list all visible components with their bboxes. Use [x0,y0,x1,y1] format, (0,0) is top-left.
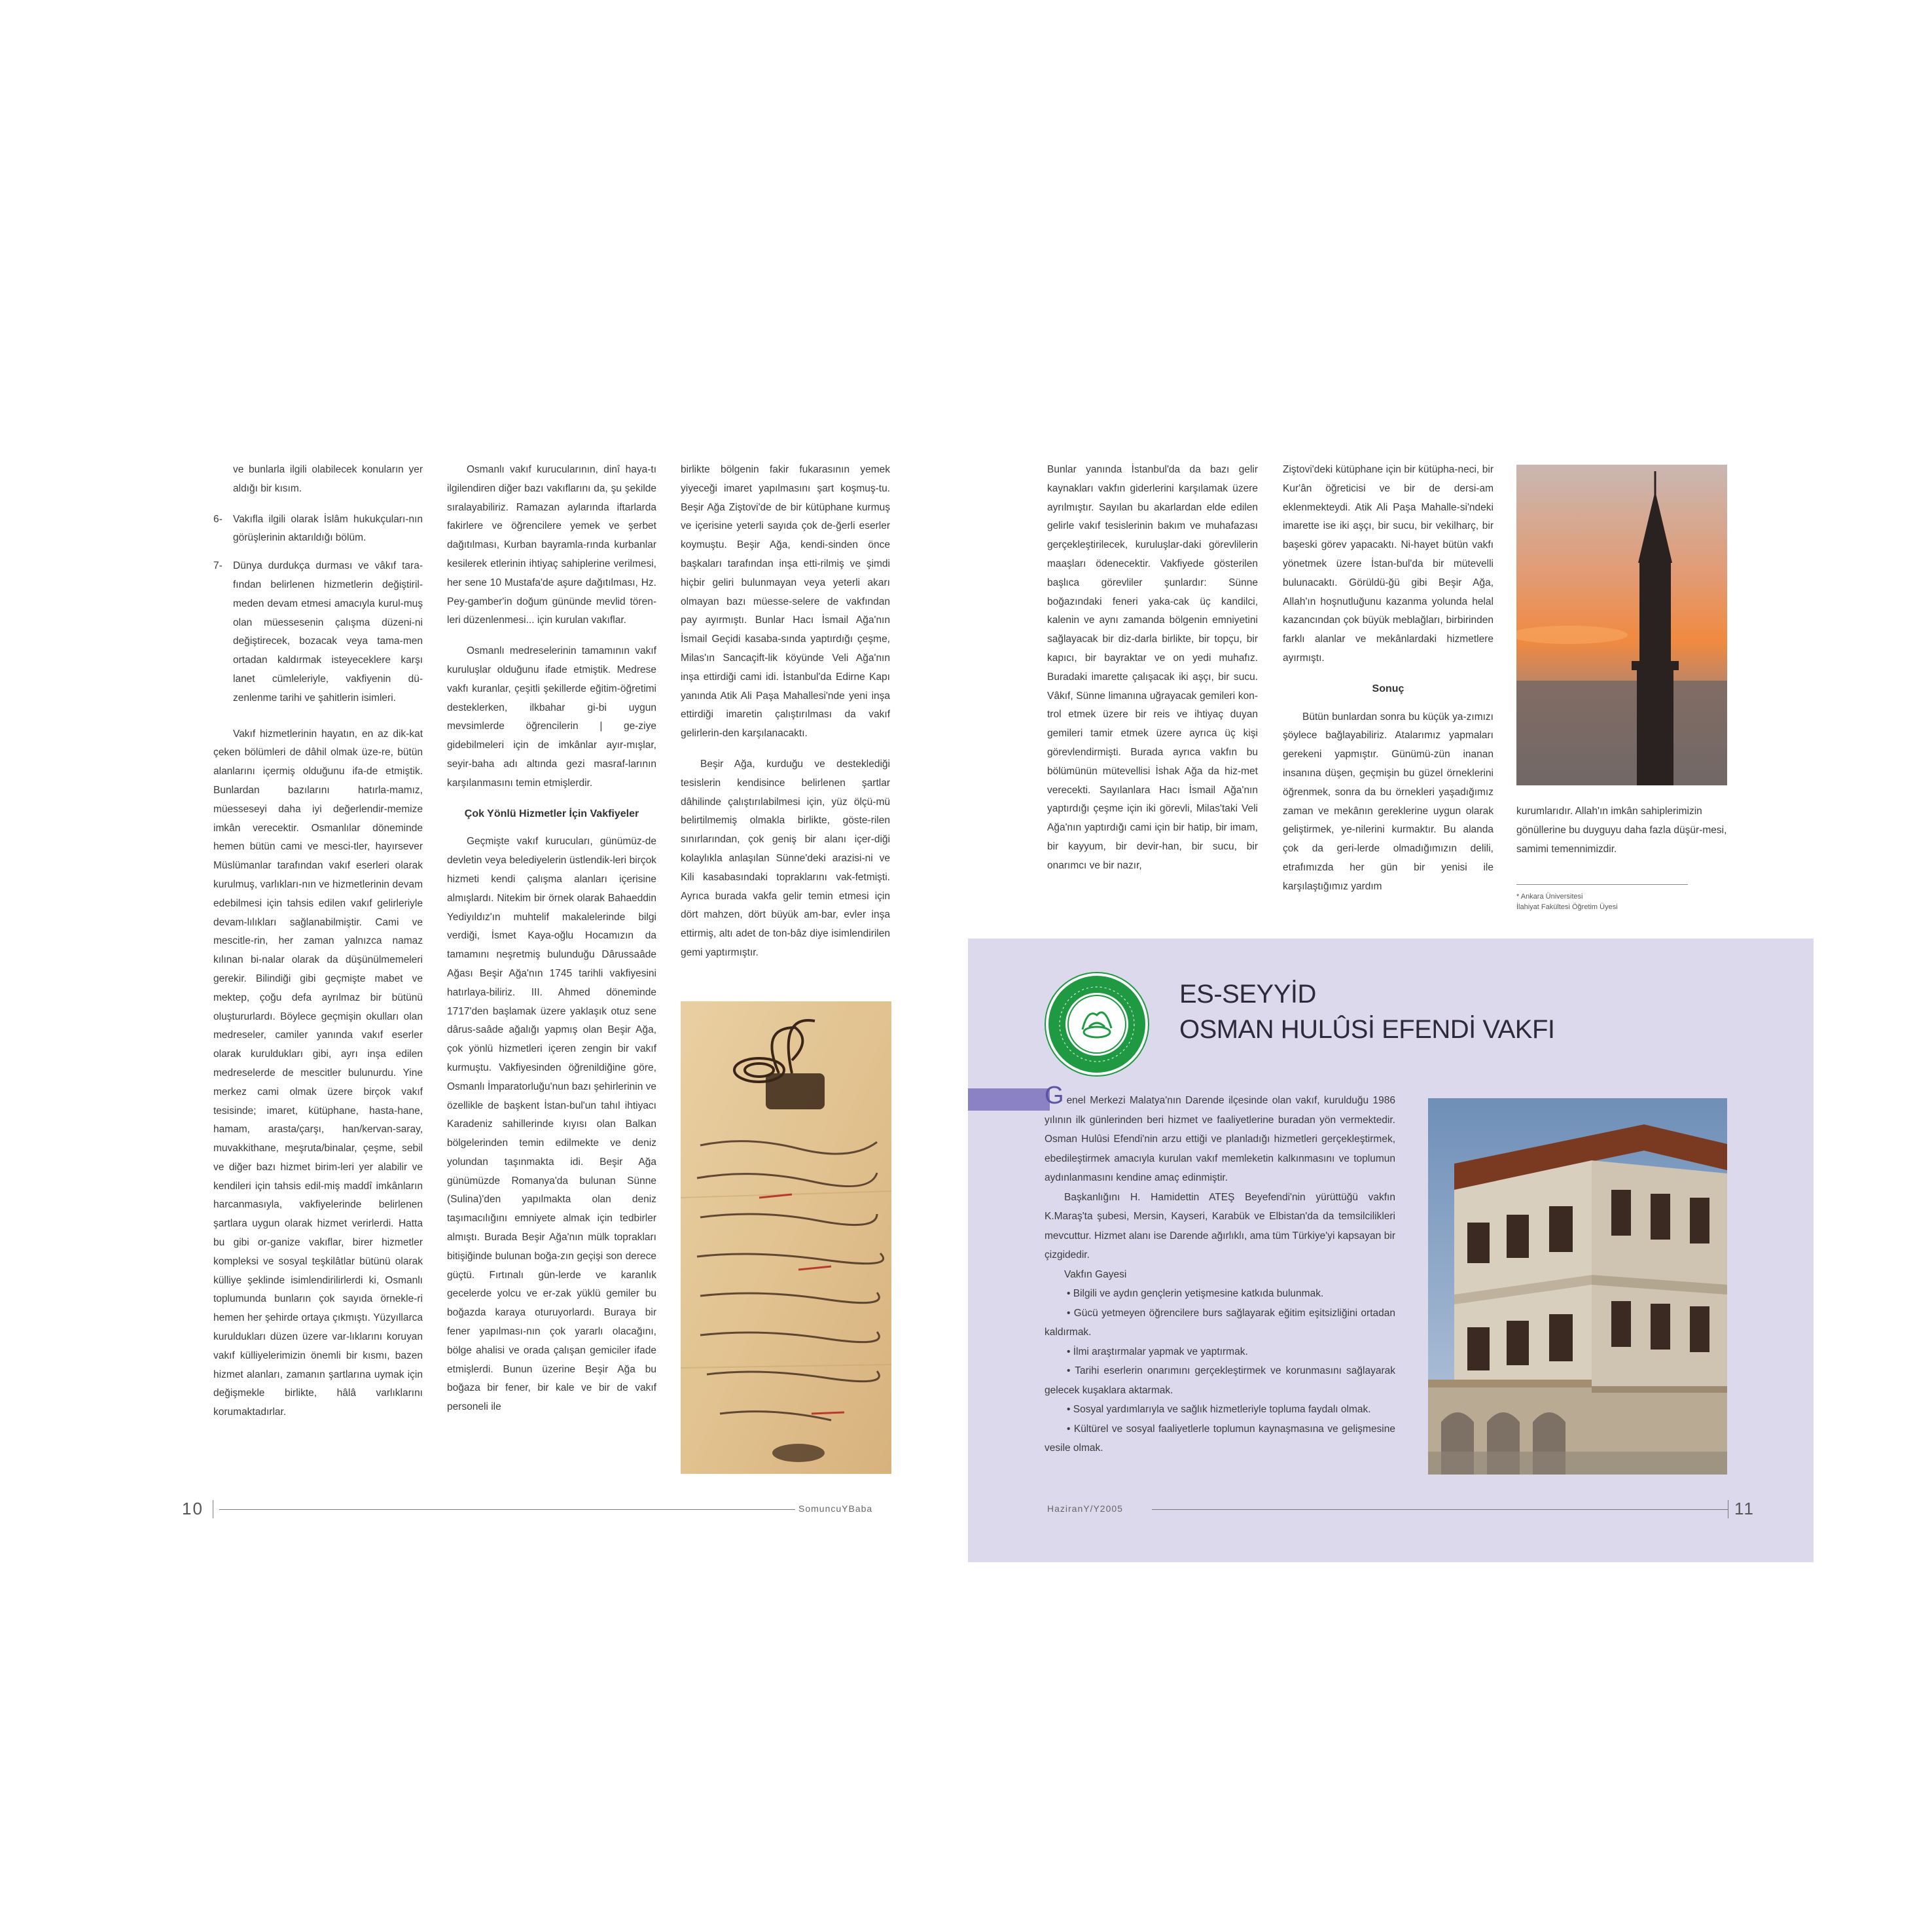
paragraph: Vakıf hizmetlerinin hayatın, en az dik-kat çeken bölümleri de dâhil olmak üze-re, bütün alanlarını içermiş olduğunu ifa-de etmiştik. Bunlardan bazılarını hatırla-mamız, müesseseyi daha iyi değerlendir-memize imkân verecektir. Osmanlılar döneminde hemen bütün cami ve mesci-tler, hayırsever Müslümanlar tarafından vakıf eserleri olarak kurulmuş, varlıkları-nın ve hizmetlerinin devam edebilmesi için tahsis edilen vakıf gelirleriyle devam-lılıkları sağlanabilmiştir. Cami ve mescitle-rin, her zaman yalnızca namaz kılınan bi-nalar olarak da düşünülmemeleri gerekir. Bilindiği gibi geçmişte mabet ve mektep, çoğu defa ayrılmaz bir bütünü oluştururlardı. Böylece geçmişin okulları olan medreseler, camiler yanında vakıf eserler olarak kuruldukları gibi, ayrı inşa edilen medreselerde de mescitler bulunurdu. Yine merkez cami olmak üzere birçok vakıf tesisinde; imaret, kütüphane, hasta-hane, hamam, arasta/çarşı, han/kervan-saray, muvakkithane, meşruta/binalar, çeşme, sebil ve diğer bazı hizmet birim-leri yer alabilir ve kendileri için tahsis edil-miş maddî imkânların harcanmasıyla, vakfiyelerinde belirlenen şartlara uygun olarak hizmet verirlerdi. Hatta bu gibi or-ganize vakıflar, birer hizmetler kompleksi ve sosyal teşkilâtlar bütünü olarak külliye şeklinde isimlendirilirlerdi ki, Osmanlı toplumunda bunların çok sayıda örnekle-ri hemen her şehirde ortaya çıkmıştı. Yüzyıllarca kuruldukları düzen üzere var-lıklarını koruyan vakıf külliyelerimizin önemli bir kısmı, bazen hizmet alanları, zamanın şartlarına uymak için değişmekle birlikte, hâlâ varlıklarını korumaktadırlar. [213,728,423,1418]
foundation-building-photo [1428,1098,1727,1475]
foundation-title [1179,976,1555,1047]
foundation-description [1045,1082,1395,1458]
vakfiye-document-image [681,1001,891,1474]
paragraph: kurumlarıdır. Allah'ın imkân sahiplerimizin gönüllerine bu duyguyu daha fazla düşür-mesi, samimi temennimizdir. [1516,806,1727,855]
paragraph: Osmanlı vakıf kurucularının, dinî haya-tı ilgilendiren diğer bazı vakıflarını da, şu şekilde sıralayabiliriz. Ramazan aylarında iftarlarda fakirlere ve öğrencilere yemek ve şerbet dağıtılması, Kurban bayramla-rında kurbanlar kesilerek etlerinin ihtiyaç sahiplerine verilmesi, her sene 10 Mustafa'de aşure dağıtılması, Hz. Pey-gamber'in doğum gününde mevlid tören-leri düzenlenmesi... için kurulan vakıflar. [447,464,656,626]
left-column-1 [213,461,423,1434]
footer-rule-left [219,1509,795,1510]
list-text: Vakıfla ilgili olarak İslâm hukukçuları-nın görüşlerinin aktarıldığı bölüm. [233,513,423,544]
minaret-illustration [1516,465,1727,785]
right-column-2 [1283,461,1494,908]
goal-item: • Tarihi eserlerin onarımını gerçekleştirmek ve korunmasını sağlayarak gelecek kuşaklara aktarmak. [1045,1365,1395,1396]
left-column-2 [447,461,656,1429]
section-heading: Sonuç [1372,683,1404,694]
intro-paragraph [1045,1082,1395,1188]
minaret-sunset-photo [1516,465,1727,785]
vakfiye-document-illustration [681,1001,891,1474]
right-column-1 [1047,461,1258,887]
footnote-rule [1516,884,1688,885]
goal-item: • Bilgili ve aydın gençlerin yetişmesine katkıda bulunmak. [1067,1288,1324,1299]
footnote-line: * Ankara Üniversitesi [1516,893,1583,901]
title-line: OSMAN HULÛSİ EFENDİ VAKFI [1179,1015,1555,1044]
footer-magazine-name: SomuncuYBaba [798,1503,873,1514]
paragraph: Bütün bunlardan sonra bu küçük ya-zımızı şöylece bağlayabiliriz. Atalarımız yapmaları gerekeni yapmıştır. Günümü-zün inanan insanına düşen, geçmişin bu güzel örneklerini öğrenmek, sonra da bu örnekleri yaşadığımız zaman ve mekânın gereklerine uygun olarak geliştirmek, ye-nilerini kurmaktır. Bu alanda çok da geri-lerde olmadığımızın delili, etrafımızda her gün bir yenisi ile karşılaştığımız yardım [1283,711,1494,892]
footer-rule-right [1152,1509,1728,1510]
paragraph: Başkanlığını H. Hamidettin ATEŞ Beyefendi'nin yürüttüğü vakfın K.Maraş'ta şubesi, Mersin, Kayseri, Karabük ve Elbistan'da da temsilcilikleri mevcuttur. Hizmet alanı ise Darende ağırlıklı, ama tüm Türkiye'yi kapsayan bir çizgidedir. [1045,1191,1395,1261]
foundation-logo [1046,973,1148,1075]
paragraph: Bunlar yanında İstanbul'da da bazı gelir kaynakları vakfın giderlerini karşılamak üzere ayrılmıştır. Sayılan bu akarlardan elde edilen gelirle vakıf tesislerinin bakım ve muhafazası gerçekleştirilecek, kuruluşlar-daki görevlilerin maaşları ödenecektir. Vakfiyede gösterilen başlıca görevliler şunlardır: Sünne boğazındaki feneri yaka-cak üç kandilci, kalenin ve aynı zamanda bölgenin emniyetini sağlayacak bir diz-darla birlikte, bir topçu, bir kapıcı, bir bayraktar ve on yedi muhafız. Buradaki imarette çalışacak iki aşçı, bir sucu. Vâkıf, Sünne limanına uğrayacak gemileri kon-trol etmek üzere bir reis ve ihtiyaç duyan gemileri tamir etmek üzere ayrıca üç kişi görevlendirmişti. Burada ayrıca vakfın bu bölümünün mütevellisi İshak Ağa da hiz-met verecekti. Sayılanlara Hacı İsmail Ağa'nın yaptırdığı çeşme için iki görevli, Milas'taki Veli Ağa'nın yaptırdığı cami için bir hatip, bir imam, bir kayyum, bir devir-han, bir sucu, bir onarımcı ve bir nazır, [1047,464,1258,871]
tughra-seal-icon [1048,976,1145,1073]
footnote-line: İlahiyat Fakültesi Öğretim Üyesi [1516,903,1618,911]
list-item-tail: ve bunlarla ilgili olabilecek konuların yer aldığı bir kısım. [233,464,423,494]
paragraph: Ziştovi'deki kütüphane için bir kütüpha-neci, bir Kur'ân öğreticisi ve bir de dersi-am eklenmekteydi. Atik Ali Paşa Mahalle-si'ndeki imarette ise iki aşçı, bir sucu, bir vekilharç, bir başeski görev yapacaktı. Ni-hayet bütün vakfı yönetmek üzere İstan-bul'da bir mütevelli bulunacaktı. Görüldü-ğü gibi Beşir Ağa, Allah'ın hoşnutluğunu kazanma yolunda helal kazancından çok büyük meblağları, birbirinden farklı alanlar ve mekânlardaki hizmetlere ayırmıştı. [1283,464,1494,664]
right-column-3 [1516,802,1727,870]
list-text: Dünya durdukça durması ve vâkıf tara-fından belirlenen hizmetlerin değiştiril-meden devam etmesi amacıyla kurul-muş olan müessesenin çalışma düzeni-ni değiştirecek, bozacak veya tama-men ortadan kaldırmak isteyeceklere karşı lanet cümleleriyle, vakfiyenin dü-zenlenme tarihi ve şahitlerin isimleri. [233,560,423,704]
author-footnote [1516,891,1618,912]
list-item-7 [213,557,423,707]
intro-text: enel Merkezi Malatya'nın Darende ilçesinde olan vakıf, kurulduğu 1986 yılının ilk günlerinden beri hizmet ve faaliyetlerine buradan yön vermektedir. Osman Hulûsi Efendi'nin arzu ettiği ve planladığı hizmetleri gerçekleştirmek, ebedileştirmek amacıyla kurulan vakıf memleketin kalkınmasını ve toplumun aydınlanmasını kendine amaç edinmiştir. [1045,1095,1395,1183]
list-number: 6- [213,513,223,525]
list-item-6 [213,510,423,548]
accent-bar [968,1088,1050,1111]
goal-item: • Kültürel ve sosyal faaliyetlerle toplumun kaynaşmasına ve gelişmesine vesile olmak. [1045,1423,1395,1454]
drop-cap: G [1045,1082,1064,1109]
list-number: 7- [213,560,223,572]
page-number-left: 10 [182,1499,204,1518]
paragraph: Geçmişte vakıf kurucuları, günümüz-de devletin veya belediyelerin üstlendik-leri birçok hizmeti kendi çalışma alanları içerisine almışlardı. Nitekim bir örnek olarak Bahaeddin Yediyıldız'ın muhtelif makalelerinde bilgi verdiği, İsmet Kaya-oğlu Hocamızın da tamamını neşretmiş bulunduğu Dârussaâde Ağası Beşir Ağa'nın 1745 tarihli vakfiyesini hatırlaya-biliriz. III. Ahmed döneminde 1717'den başlamak üzere yaklaşık otuz sene dârus-saâde ağalığı yapmış olan Beşir Ağa, çok yönlü hizmetleri içeren zengin bir vakıf kurmuştu. Vakfiyesinden öğrenildiğine göre, Osmanlı İmparatorluğu'nun bazı şehirlerinin ve özellikle de başkent İstan-bul'un tahıl ihtiyacı Karadeniz sahillerinde kıyısı olan Balkan bölgelerinden temin edilmekte ve deniz yolundan taşınmakta idi. Beşir Ağa günümüzde Romanya'da bulunan Sünne (Sulina)'den yapılmakta olan deniz taşımacılığını emniyete almak için tedbirler almıştı. Burada Beşir Ağa'nın mülk toprakları bitişiğinde bulunan boğa-zın geçişi son derece güçtü. Fırtınalı gün-lerde ve karanlık gecelerde yolcu ve er-zak yüklü gemiler bu boğazda karaya oturuyorlardı. Buraya bir fener yapılması-nın çok yararlı olacağını, bölge ahalisi ve orada çalışan gemiciler ifade etmişlerdi. Bunun üzerine Beşir Ağa bu boğaza bir fener, bir kale ve bir de vakıf personeli ile [447,836,657,1413]
building-illustration [1428,1098,1727,1475]
goal-item: • Gücü yetmeyen öğrencilere burs sağlayarak eğitim eşitsizliğini ortadan kaldırmak. [1045,1307,1395,1338]
goal-item: • Sosyal yardımlarıyla ve sağlık hizmetleriyle topluma faydalı olmak. [1067,1404,1371,1415]
section-heading: Çok Yönlü Hizmetler İçin Vakfiyeler [464,808,639,819]
goal-item: • İlmi araştırmalar yapmak ve yaptırmak. [1067,1346,1248,1357]
title-line: ES-SEYYİD [1179,980,1316,1009]
page-number-right: 11 [1734,1499,1755,1518]
paragraph: Beşir Ağa, kurduğu ve desteklediği tesislerin kendisince belirlenen şartlar dâhilinde çalıştırılabilmesi için, yüz ölçü-mü belirtilmemiş olmakla birlikte, göste-rilen sınırlarından, çok geniş bir alanı içer-diği kolaylıkla anlaşılan Sünne'deki arazisi-ni ve Kili kasabasındaki topraklarını vak-fetmişti. Ayrıca burada vakfa gelir temin etmesi için dört mahzen, dört büyük am-bar, evler inşa ettirmiş, altı adet de ton-bâz diye isimlendirilen gemi yaptırmıştır. [681,758,890,958]
goals-heading: Vakfın Gayesi [1064,1268,1127,1280]
paragraph: Osmanlı medreselerinin tamamının vakıf kuruluşlar olduğunu ifade etmiştik. Medrese vakfı kuranlar, çeşitli şekillerde eğitim-öğretimi desteklerken, ilkbahar gi-bi uygun mevsimlerde öğrencilerin | ge-ziye gidebilmeleri için de imkânlar ayır-mışlar, seyir-baha adı altında gezi masraf-larının karşılanmasını temin etmişlerdir. [447,645,656,789]
paragraph: birlikte bölgenin fakir fukarasının yemek yiyeceği imaret yapılmasını şart koşmuş-tu. Beşir Ağa Ziştovi'de de bir kütüphane kurmuş ve içerisine yeterli sayıda çok de-ğerli eserler koymuştu. Beşir Ağa, kendi-sinden önce başkaları tarafından inşa etti-rilmiş ve şimdi hiçbir geliri bulunmayan veya yeterli akarı olmayan bazı müesse-selere de vakfından pay ayırmıştı. Bunlar Hacı İsmail Ağa'nın İsmail Geçidi kasaba-sında yaptırdığı çeşme, Milas'ın Sancaçift-lik köyünde Veli Ağa'nın inşa ettirdiği cami idi. İstanbul'da Edirne Kapı yanında Atik Ali Paşa Mahallesi'nde yeni inşa ettirdiği imaretin çalıştırılması da vakıf gelirlerin-den karşılanacaktı. [681,464,890,740]
left-column-3 [681,461,890,975]
footer-issue-date: HaziranY/Y2005 [1047,1503,1123,1514]
